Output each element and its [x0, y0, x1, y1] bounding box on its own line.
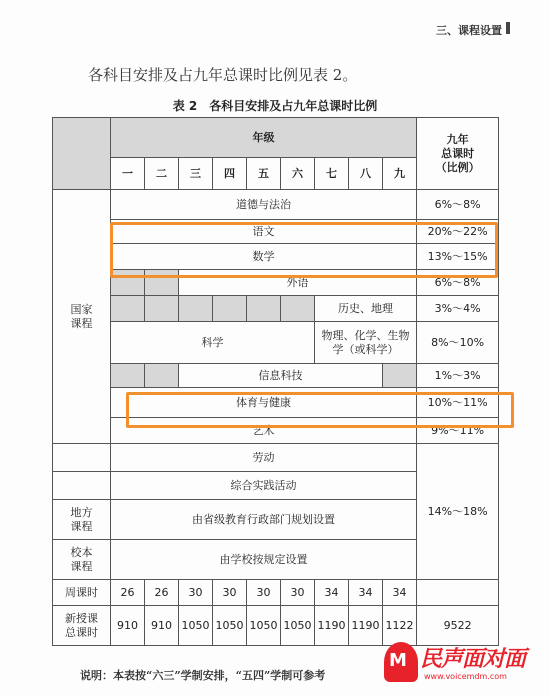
ratio-it: 1%～3% [417, 364, 499, 388]
category-empty-2 [53, 472, 111, 500]
grade-8: 八 [349, 158, 383, 190]
grade-6: 六 [281, 158, 315, 190]
weekly-7: 34 [315, 580, 349, 606]
table-caption: 表 2 各科目安排及占九年总课时比例 [172, 99, 378, 113]
grade-2: 二 [145, 158, 179, 190]
subject-arts: 艺术 [111, 418, 417, 444]
category-local: 地方 课程 [53, 500, 111, 540]
subject-local: 由省级教育行政部门规划设置 [111, 500, 417, 540]
ratio-arts: 9%～11% [417, 418, 499, 444]
grade-7: 七 [315, 158, 349, 190]
intro-text: 各科目安排及占九年总课时比例见表 2。 [88, 66, 358, 84]
subject-foreign: 外语 [179, 270, 417, 296]
highlight-chinese-math [110, 222, 498, 278]
subject-science: 科学 [111, 322, 315, 364]
watermark-logo [384, 640, 540, 688]
total-label: 新授课 总课时 [53, 606, 111, 646]
ratio-science: 8%～10% [417, 322, 499, 364]
ratio-local-school: 14%～18% [417, 444, 499, 580]
grade-4: 四 [213, 158, 247, 190]
subject-math: 数学 [111, 244, 417, 270]
total-6: 1050 [281, 606, 315, 646]
subject-pe: 体育与健康 [111, 388, 417, 418]
weekly-1: 26 [111, 580, 145, 606]
grade-1: 一 [111, 158, 145, 190]
watermark-url: www.voicemdm.com [424, 672, 507, 681]
total-4: 1050 [213, 606, 247, 646]
subject-physics-chem-bio: 物理、化学、生物学（或科学） [315, 322, 417, 364]
total-5: 1050 [247, 606, 281, 646]
weekly-empty [417, 580, 499, 606]
watermark-brand: 民声面对面 [420, 647, 526, 672]
watermark-badge-icon: M [384, 642, 418, 682]
weekly-2: 26 [145, 580, 179, 606]
grade-3: 三 [179, 158, 213, 190]
total-sum: 9522 [417, 606, 499, 646]
weekly-4: 30 [213, 580, 247, 606]
ratio-math: 13%～15% [417, 244, 499, 270]
ratio-history-geo: 3%～4% [417, 296, 499, 322]
category-school: 校本 课程 [53, 540, 111, 580]
total-2: 910 [145, 606, 179, 646]
curriculum-table [52, 117, 499, 646]
grade-header: 年级 [111, 118, 417, 158]
weekly-label: 周课时 [53, 580, 111, 606]
weekly-6: 30 [281, 580, 315, 606]
subject-school: 由学校按规定设置 [111, 540, 417, 580]
ratio-morality: 6%～8% [417, 190, 499, 220]
header-bar [506, 22, 510, 34]
footnote: 说明：本表按“六三”学制安排，“五四”学制可参考 [80, 669, 326, 682]
grade-9: 九 [383, 158, 417, 190]
weekly-8: 34 [349, 580, 383, 606]
ratio-foreign: 6%～8% [417, 270, 499, 296]
subject-chinese: 语文 [111, 220, 417, 244]
section-header: 三、课程设置 [436, 24, 502, 37]
total-3: 1050 [179, 606, 213, 646]
highlight-pe [126, 392, 514, 428]
total-8: 1190 [349, 606, 383, 646]
total-1: 910 [111, 606, 145, 646]
ratio-chinese: 20%～22% [417, 220, 499, 244]
weekly-row [53, 580, 499, 606]
subject-practice: 综合实践活动 [111, 472, 417, 500]
total-7: 1190 [315, 606, 349, 646]
ratio-header: 九年 总课时 （比例） [417, 118, 499, 190]
weekly-5: 30 [247, 580, 281, 606]
total-9: 1122 [383, 606, 417, 646]
ratio-pe: 10%～11% [417, 388, 499, 418]
weekly-3: 30 [179, 580, 213, 606]
subject-history-geo: 历史、地理 [315, 296, 417, 322]
subject-it: 信息科技 [179, 364, 383, 388]
category-national: 国家 课程 [53, 190, 111, 444]
subject-morality: 道德与法治 [111, 190, 417, 220]
corner-cell [53, 118, 111, 190]
grade-5: 五 [247, 158, 281, 190]
weekly-9: 34 [383, 580, 417, 606]
subject-labor: 劳动 [111, 444, 417, 472]
category-empty [53, 444, 111, 472]
